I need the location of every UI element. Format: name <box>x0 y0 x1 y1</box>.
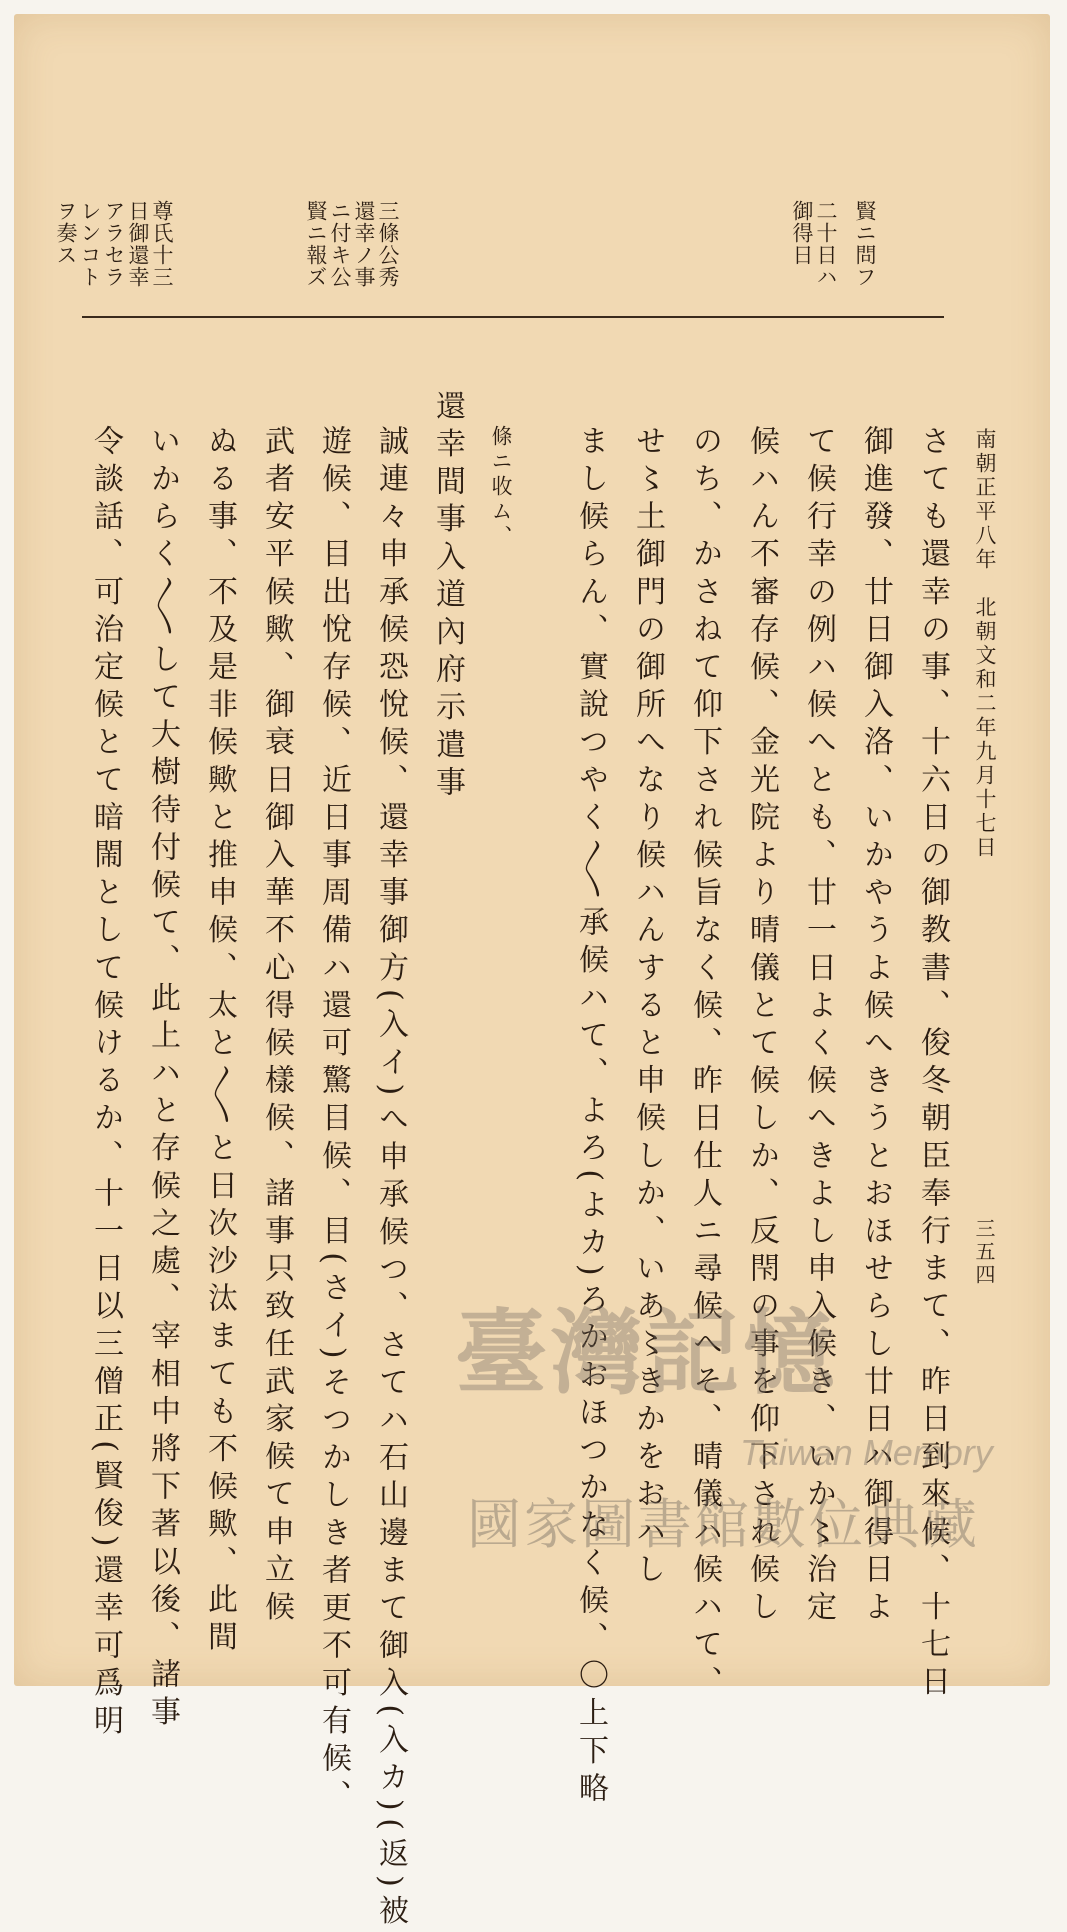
text-line: 條ニ收ム、 <box>489 425 513 550</box>
text-line: いからく〳〵して大樹待付候て、此上ハと存候之處、宰相中將下著以後、諸事 <box>145 425 180 1734</box>
text-line: 御進發、廿日御入洛、いかやうよ候へきうとおほせらし廿日ハ御得日よ <box>858 425 893 1629</box>
section-title: 還幸間事入道內府示遣事 <box>430 390 465 804</box>
text-line: さても還幸の事、十六日の御教書、俊冬朝臣奉行まて、昨日到來候、十七日 <box>915 425 950 1704</box>
margin-note: 尊氏十三日御還幸アラセラレンコトヲ奏ス <box>54 200 174 288</box>
text-line: 誠連々申承候恐悅候、還幸事御方(入イ)へ申承候つ、さてハ石山邊まて御入(入カ)(返)被 <box>373 425 408 1932</box>
margin-note: 賢ニ問フ <box>853 200 877 288</box>
watermark-library: 國家圖書館數位典藏 <box>467 1493 980 1556</box>
text-line: のち、かさねて仰下され候旨なく候、昨日仕人ニ尋候へそ、晴儀ハ候ハて、 <box>687 425 722 1704</box>
page-number: 三五四 <box>972 1218 996 1287</box>
text-line: て候行幸の例ハ候へとも、廿一日よく候へきよし申入候き、いか〻治定 <box>801 425 836 1629</box>
header-rule <box>82 316 944 318</box>
text-line: せ〻土御門の御所へなり候ハんすると申候しか、いあ〻きかをおハし <box>630 425 665 1591</box>
text-line: ぬる事、不及是非候歟と推申候、太と〳〵と日次沙汰まても不候歟、此間 <box>202 425 237 1659</box>
text-line: 武者安平候歟、御衰日御入華不心得候樣候、諸事只致任武家候て申立候 <box>259 425 294 1629</box>
margin-note: 三條公秀還幸ノ事ニ付キ公賢ニ報ズ <box>304 200 400 288</box>
text-line: まし候らん、實說つやく〳〵承候ハて、よろ(よカ)ろかおほつかなく候、〇上下略 <box>573 425 608 1810</box>
text-line: 令談話、可治定候とて暗閙として候けるか、十一日以三僧正(賢俊)還幸可爲明 <box>88 425 123 1743</box>
margin-note: 二十日ハ御得日 <box>790 200 838 288</box>
watermark-subtitle: Taiwan Memory <box>740 1432 993 1473</box>
watermark-logo: 臺灣記憶 <box>455 1299 840 1407</box>
text-line: 遊候、目出悅存候、近日事周備ハ還可驚目候、目(さイ)そつかしき者更不可有候、 <box>316 425 351 1818</box>
text-line: 候ハん不審存候、金光院より晴儀とて候しか、反閇の事を仰下され候し <box>744 425 779 1629</box>
date-heading: 南朝正平八年 北朝文和二年九月十七日 <box>973 428 997 860</box>
